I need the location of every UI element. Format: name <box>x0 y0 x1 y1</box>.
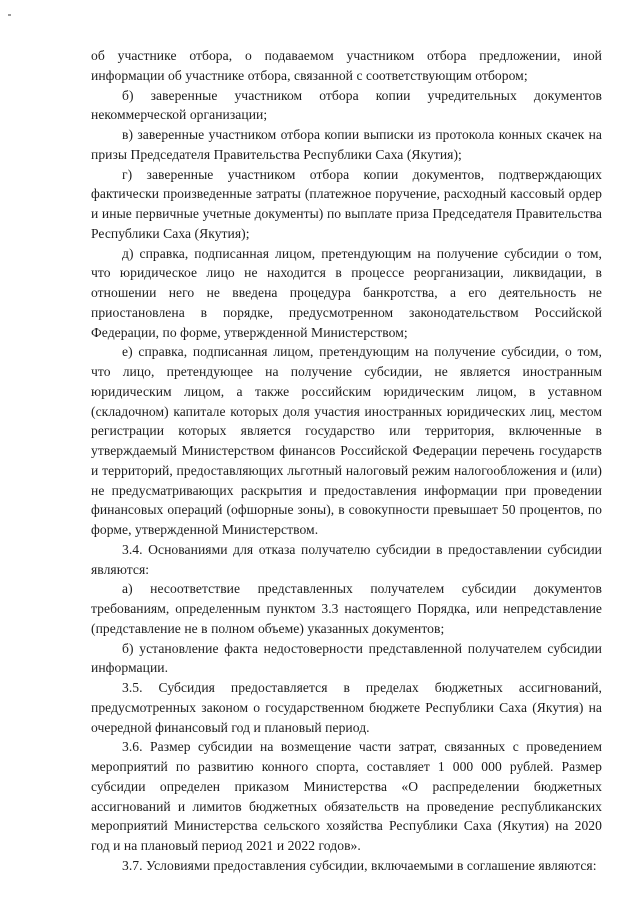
paragraph-item-v-race-protocol: в) заверенные участником отбора копии выписки из протокола конных скачек на призы Председателя Правительства Республики Саха (Якутия); <box>91 127 602 162</box>
paragraph-3-7-conditions: 3.7. Условиями предоставления субсидии, включаемыми в соглашение являются: <box>122 857 597 873</box>
paragraph-3-5-budget-limits: 3.5. Субсидия предоставляется в пределах бюджетных ассигнований, предусмотренных законом о государственном бюджете Республики Саха (Якутия) на очередной финансовый год и плановый период. <box>91 680 602 735</box>
paragraph-refusal-a: а) несоответствие представленных получателем субсидии документов требованиям, определенным пунктом 3.3 настоящего Порядка, или непредставление (представление не в полном объеме) указанных документов; <box>91 581 602 636</box>
paragraph-item-e-foreign-certificate: е) справка, подписанная лицом, претендующим на получение субсидии, о том, что лицо, претендующее на получение субсидии, не является иностранным юридическим лицом, а также российским юридическим лицом, в уставном (складочном) капитале которых доля участия иностранных юридических лиц, местом регистрации которых является государство или территория, включенные в утверждаемый Министерством финансов Российской Федерации перечень государств и территорий, предоставляющих льготный налоговый режим налогообложения и (или) не предусматривающих раскрытия и предоставления информации при проведении финансовых операций (офшорные зоны), в совокупности превышает 50 процентов, по форме, утвержденной Министерством. <box>91 344 602 537</box>
paragraph-item-d-status-certificate: д) справка, подписанная лицом, претендующим на получение субсидии о том, что юридическое лицо не находится в процессе реорганизации, ликвидации, в отношении него не введена процедура банкротства, а его деятельность не приостановлена в порядке, предусмотренном законодательством Российской Федерации, по форме, утвержденной Министерством; <box>91 245 602 340</box>
paragraph-item-g-expense-docs: г) заверенные участником отбора копии документов, подтверждающих фактически произведенные затраты (платежное поручение, расходный кассовый ордер и иные первичные учетные документы) по выплате приза Председателя Правительства Республики Саха (Якутия); <box>91 166 602 241</box>
paragraph-3-4-refusal-grounds: 3.4. Основаниями для отказа получателю субсидии в предоставлении субсидии являются: <box>91 541 602 577</box>
paragraph-refusal-b: б) установление факта недостоверности представленной получателем субсидии информации. <box>91 640 602 676</box>
paragraph-3-6-subsidy-amount: 3.6. Размер субсидии на возмещение части затрат, связанных с проведением мероприятий по развитию конного спорта, составляет 1 000 000 рублей. Размер субсидии определен приказом Министерства «О распределении бюджетных ассигнований и лимитов бюджетных обязательств на проведение республиканских мероприятий Министерства сельского хозяйства Республики Саха (Якутия) на 2020 год и на плановый период 2021 и 2022 годов». <box>91 739 602 853</box>
paragraph-continuation: об участнике отбора, о подаваемом участником отбора предложении, иной информации об участнике отбора, связанной с соответствующим отбором; <box>91 48 602 83</box>
scan-speck <box>8 14 11 16</box>
paragraph-item-b-charter-docs: б) заверенные участником отбора копии учредительных документов некоммерческой организации; <box>91 87 602 123</box>
